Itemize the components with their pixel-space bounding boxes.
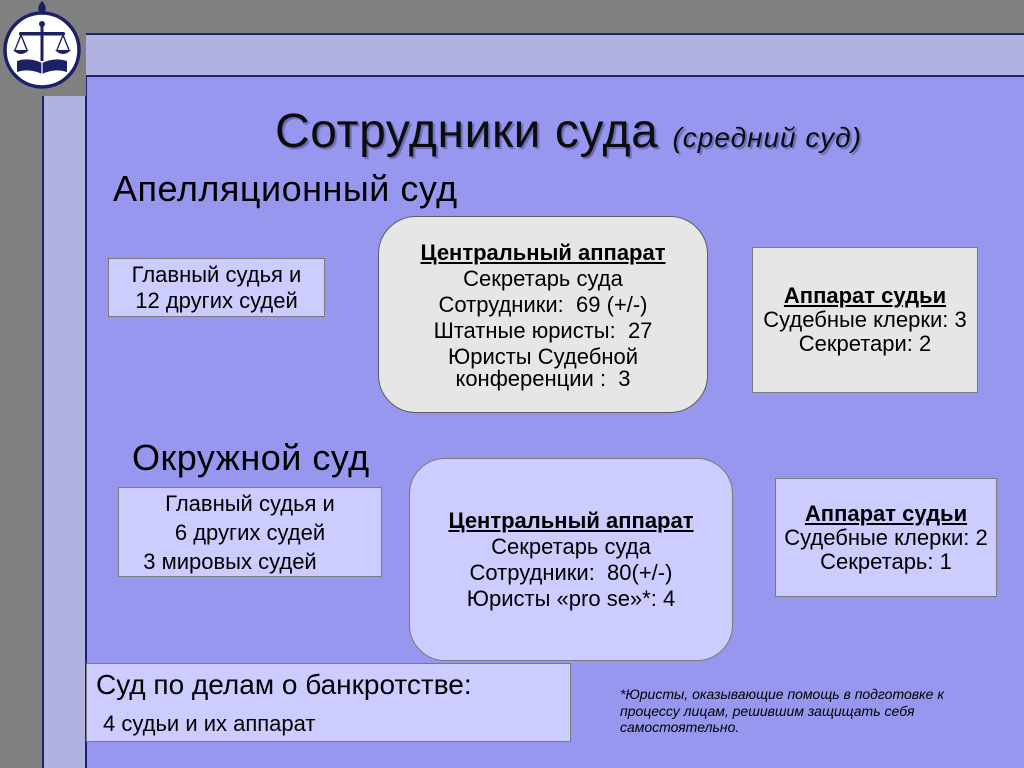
footnote-line: *Юристы, оказывающие помощь в подготовке к [620, 686, 944, 702]
title-qualifier: (средний суд) [672, 122, 862, 153]
judges-line: Главный судья и [165, 490, 335, 516]
footnote-line: самостоятельно. [620, 719, 740, 735]
judge-chambers-heading: Аппарат судьи [804, 500, 968, 526]
appellate-judges-box [108, 258, 325, 317]
slide-title [275, 104, 862, 159]
judges-line: 12 других судей [135, 287, 298, 313]
district-court-heading: Окружной суд [132, 437, 370, 478]
judge-chambers-item: Секретари: 2 [798, 331, 932, 356]
judges-line: Главный судья и [131, 261, 302, 287]
district-judges-box [118, 487, 382, 577]
judges-line: 3 мировых судей [143, 548, 317, 574]
judge-chambers-heading: Аппарат судьи [783, 283, 947, 308]
central-office-heading: Центральный аппарат [420, 239, 666, 265]
court-emblem-logo [0, 0, 86, 96]
judge-chambers-item: Судебные клерки: 3 [763, 307, 967, 332]
central-office-heading: Центральный аппарат [448, 507, 694, 533]
footnote-line: процессу лицам, решившим защищать себя [620, 702, 915, 719]
title-main: Сотрудники суда [275, 105, 659, 158]
bankruptcy-court-detail: 4 судьи и их аппарат [103, 711, 316, 736]
central-office-item: Сотрудники: 80(+/-) [469, 559, 673, 585]
central-office-item: Юристы «pro se»*: 4 [466, 585, 676, 611]
district-central-office-box [409, 458, 733, 661]
appellate-court-heading: Апелляционный суд [113, 168, 458, 209]
bankruptcy-court-heading: Суд по делам о банкротстве: [96, 669, 472, 700]
central-office-item: Секретарь суда [463, 265, 623, 291]
scales-of-justice-icon [0, 0, 86, 96]
judge-chambers-item: Секретарь: 1 [820, 548, 952, 574]
bankruptcy-court-box [86, 663, 571, 742]
judges-line: 6 других судей [174, 519, 326, 545]
judge-chambers-item: Судебные клерки: 2 [784, 524, 988, 550]
district-judge-chambers-box [775, 478, 997, 597]
central-office-item: Секретарь суда [491, 533, 651, 559]
central-office-item: Сотрудники: 69 (+/-) [438, 291, 648, 317]
footnote [620, 686, 944, 736]
appellate-central-office-box [378, 216, 708, 413]
central-office-item: Штатные юристы: 27 [433, 317, 653, 343]
central-office-item: Юристы Судебной конференции : 3 [447, 343, 645, 391]
appellate-judge-chambers-box [752, 247, 978, 393]
